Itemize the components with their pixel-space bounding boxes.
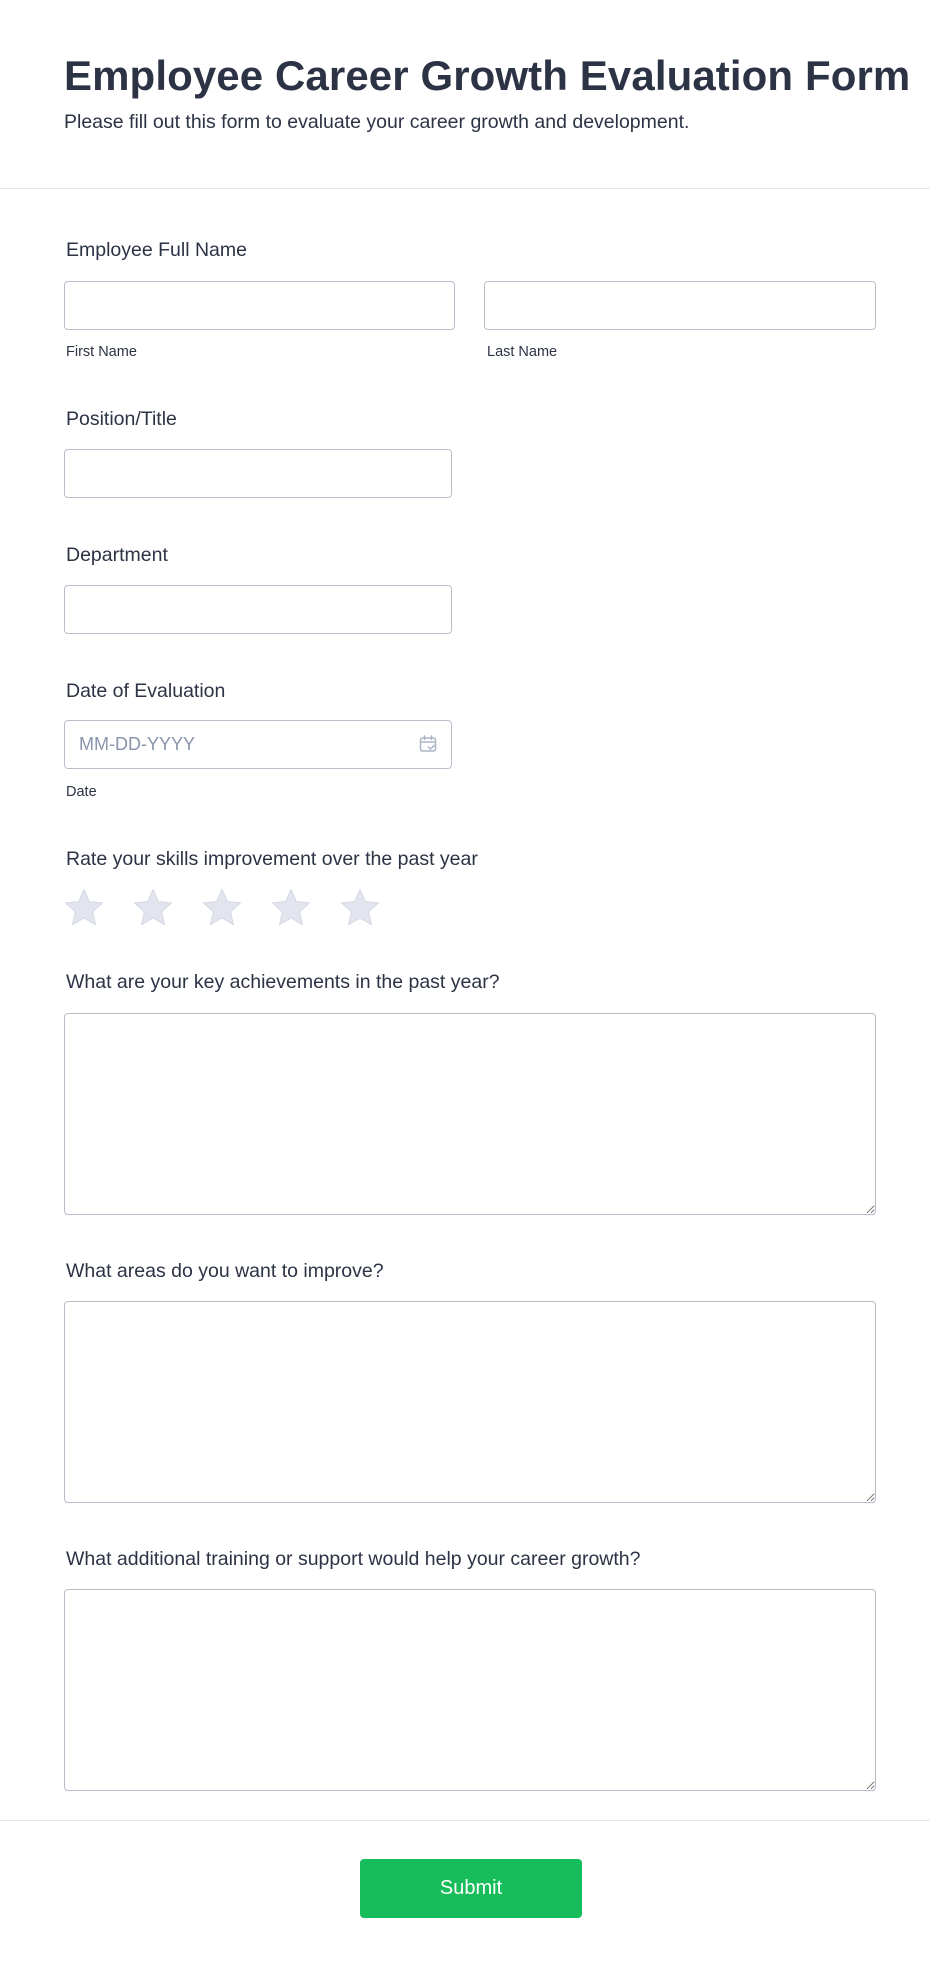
training-textarea[interactable] (64, 1589, 876, 1791)
star-icon[interactable] (200, 886, 244, 930)
last-name-input[interactable] (484, 281, 876, 330)
date-sublabel: Date (66, 784, 97, 800)
form-title: Employee Career Growth Evaluation Form (64, 52, 911, 99)
form-subtitle: Please fill out this form to evaluate your career growth and development. (64, 111, 690, 133)
achievements-label: What are your key achievements in the past year? (66, 971, 500, 993)
date-field (64, 720, 452, 769)
star-icon[interactable] (62, 886, 106, 930)
form-header (0, 0, 930, 189)
improve-textarea[interactable] (64, 1301, 876, 1503)
star-icon[interactable] (131, 886, 175, 930)
position-input[interactable] (64, 449, 452, 498)
improve-label: What areas do you want to improve? (66, 1260, 384, 1282)
first-name-sublabel: First Name (66, 344, 137, 360)
first-name-input[interactable] (64, 281, 455, 330)
achievements-textarea[interactable] (64, 1013, 876, 1215)
submit-button[interactable]: Submit (360, 1859, 582, 1918)
position-label: Position/Title (66, 408, 177, 430)
date-input[interactable] (64, 720, 452, 769)
last-name-sublabel: Last Name (487, 344, 558, 360)
star-icon[interactable] (269, 886, 313, 930)
rating-label: Rate your skills improvement over the past year (66, 848, 478, 870)
footer-divider (0, 1820, 930, 1821)
calendar-icon[interactable] (418, 734, 438, 754)
department-input[interactable] (64, 585, 452, 634)
date-label: Date of Evaluation (66, 680, 226, 702)
department-label: Department (66, 544, 168, 566)
training-label: What additional training or support would help your career growth? (66, 1548, 641, 1570)
full-name-label: Employee Full Name (66, 239, 247, 261)
star-icon[interactable] (338, 886, 382, 930)
